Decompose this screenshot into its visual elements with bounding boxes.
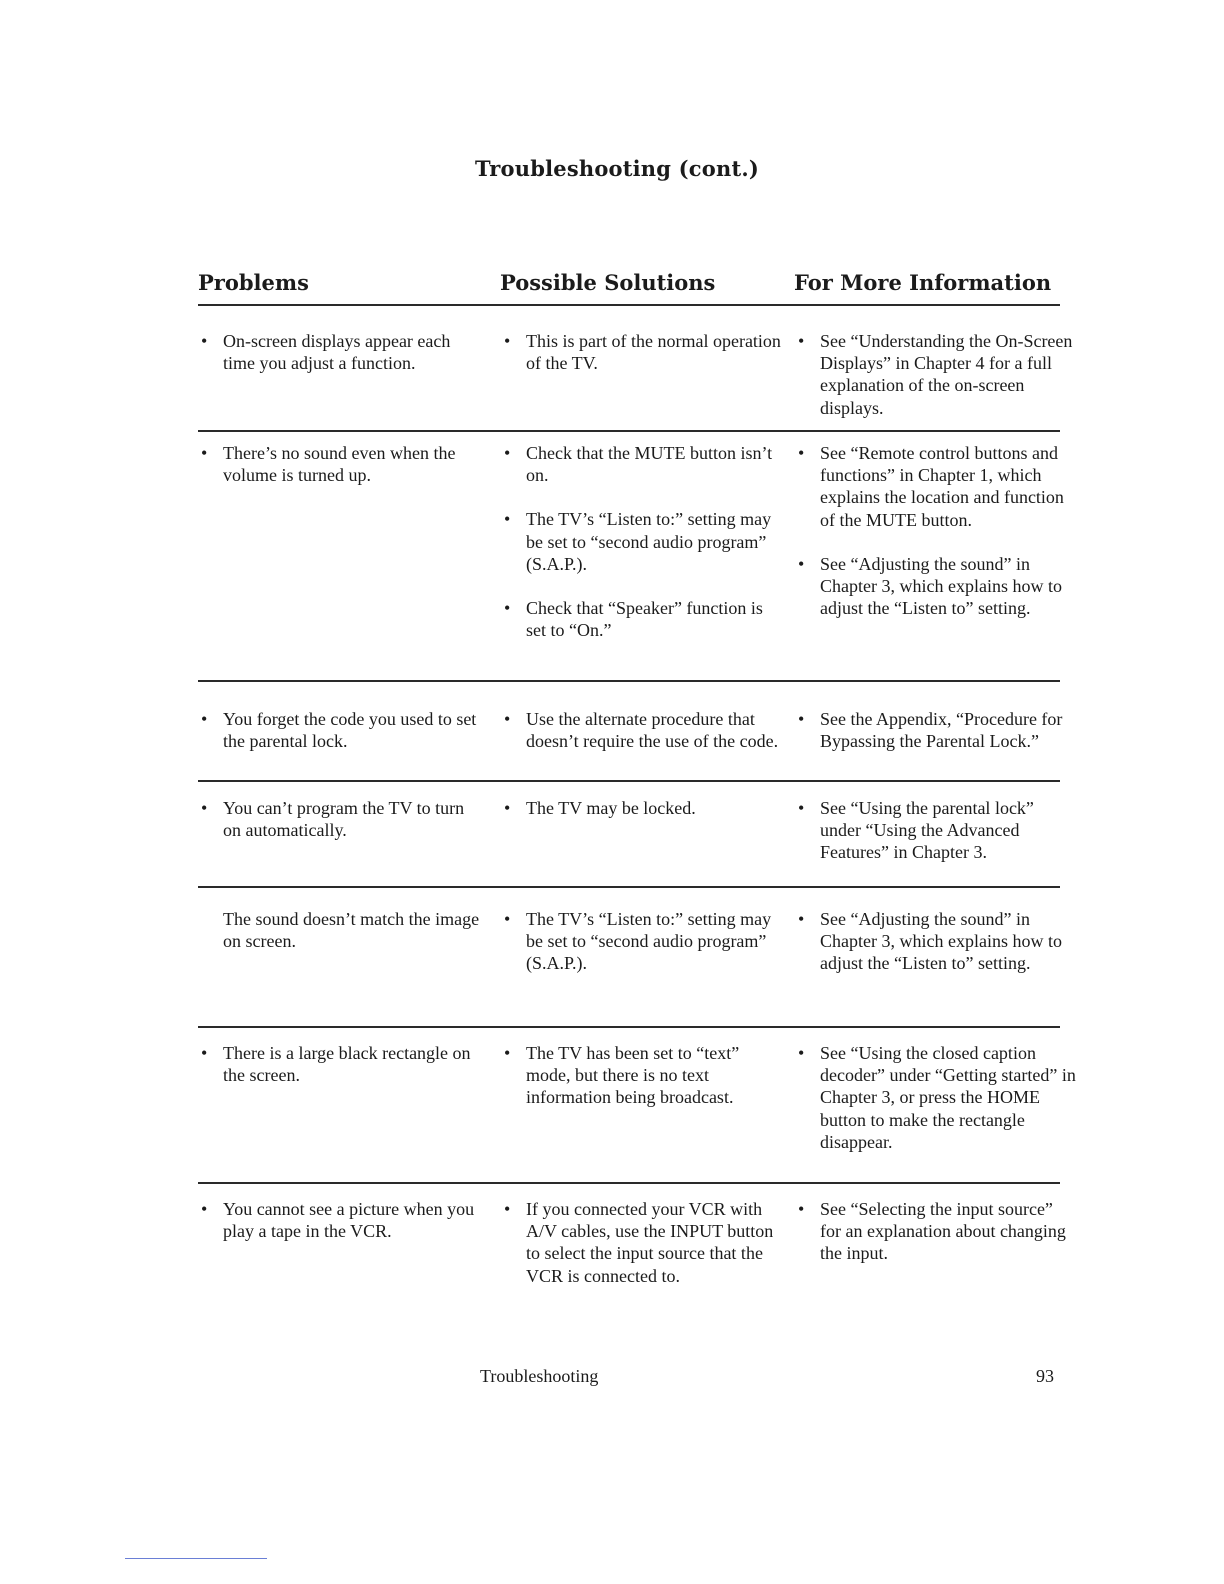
info-cell	[798, 908, 1076, 975]
bullet-icon: •	[201, 709, 208, 729]
info-cell	[798, 1198, 1076, 1265]
bullet-icon: •	[798, 1043, 805, 1063]
problem-cell	[201, 797, 485, 841]
bullet-icon: •	[798, 331, 805, 351]
solution-text: The TV’s “Listen to:” setting may be set to “second audio program” (S.A.P.).	[526, 509, 772, 574]
table-row	[198, 430, 1064, 641]
problem-text: You forget the code you used to set the parental lock.	[223, 709, 477, 752]
solution-text: Check that the MUTE button isn’t on.	[526, 443, 773, 486]
bullet-icon: •	[201, 798, 208, 818]
problem-text: You cannot see a picture when you play a tape in the VCR.	[223, 1199, 475, 1242]
info-cell	[798, 797, 1076, 864]
table-row	[198, 1026, 1076, 1152]
info-cell	[798, 708, 1076, 752]
problem-text: On-screen displays appear each time you adjust a function.	[223, 331, 451, 374]
problem-cell	[201, 708, 485, 752]
bullet-icon: •	[504, 443, 511, 463]
info-cell	[798, 330, 1076, 419]
solution-text: The TV may be locked.	[526, 798, 696, 818]
bullet-icon: •	[504, 509, 511, 530]
problem-text: There is a large black rectangle on the screen.	[223, 1043, 471, 1086]
bullet-icon: •	[201, 1199, 208, 1219]
solutions-cell	[504, 797, 784, 819]
bullet-icon: •	[504, 798, 511, 818]
solutions-cell	[504, 1042, 784, 1109]
table-row	[198, 680, 1063, 752]
page-title: Troubleshooting (cont.)	[474, 156, 760, 181]
bullet-icon: •	[201, 443, 208, 463]
bullet-icon: •	[798, 909, 805, 929]
info-text: See “Selecting the input source” for an explanation about changing the input.	[820, 1199, 1066, 1264]
footer-section-title: Troubleshooting	[480, 1366, 599, 1386]
header-possible-solutions: Possible Solutions	[500, 270, 716, 295]
info-text: See “Adjusting the sound” in Chapter 3, which explains how to adjust the “Listen to” setting.	[820, 909, 1062, 974]
bullet-icon: •	[504, 909, 511, 929]
solution-text: Check that “Speaker” function is set to “On.”	[526, 598, 763, 641]
info-text: See “Remote control buttons and functions” in Chapter 1, which explains the location and function of the MUTE button.	[820, 443, 1064, 530]
bullet-icon: •	[504, 598, 511, 619]
solution-text: This is part of the normal operation of the TV.	[526, 331, 781, 374]
bullet-icon: •	[504, 709, 511, 729]
info-cell	[798, 442, 1076, 619]
bullet-icon: •	[798, 443, 805, 463]
bullet-icon: •	[504, 331, 511, 351]
bullet-icon: •	[201, 331, 208, 351]
bullet-icon: •	[201, 1043, 208, 1063]
info-cell	[798, 1042, 1076, 1153]
problem-cell	[201, 1198, 485, 1242]
bullet-icon: •	[798, 798, 805, 818]
table-row	[198, 1182, 1066, 1286]
bullet-icon: •	[798, 709, 805, 729]
scan-artifact-line	[125, 1558, 267, 1559]
info-text: See “Using the closed caption decoder” under “Getting started” in Chapter 3, or press the HOME button to make the rectangle disappear.	[820, 1043, 1076, 1152]
problem-text: The sound doesn’t match the image on screen.	[223, 909, 480, 952]
bullet-icon: •	[798, 1199, 805, 1219]
solutions-cell	[504, 330, 784, 374]
info-text: See the Appendix, “Procedure for Bypassing the Parental Lock.”	[820, 709, 1063, 752]
page-number: 93	[1036, 1366, 1054, 1386]
solutions-cell	[504, 908, 784, 975]
solutions-cell	[504, 442, 784, 641]
bullet-icon: •	[504, 1199, 511, 1219]
solutions-cell	[504, 708, 784, 752]
problem-text: You can’t program the TV to turn on automatically.	[223, 798, 465, 841]
header-more-information: For More Information	[794, 270, 1052, 295]
problem-cell	[201, 330, 485, 374]
table-row	[198, 886, 1062, 974]
info-text: See “Using the parental lock” under “Using the Advanced Features” in Chapter 3.	[820, 798, 1034, 863]
bullet-icon: •	[504, 1043, 511, 1063]
solution-text: The TV has been set to “text” mode, but there is no text information being broadcast.	[526, 1043, 740, 1108]
table-row	[198, 780, 1060, 863]
solution-text: The TV’s “Listen to:” setting may be set to “second audio program” (S.A.P.).	[526, 909, 772, 974]
problem-text: There’s no sound even when the volume is turned up.	[223, 443, 456, 486]
info-text: See “Adjusting the sound” in Chapter 3, which explains how to adjust the “Listen to” setting.	[820, 553, 1062, 619]
bullet-icon: •	[798, 553, 805, 574]
table-header	[198, 270, 1060, 306]
solutions-cell	[504, 1198, 784, 1287]
header-problems: Problems	[198, 270, 309, 295]
problem-cell	[201, 442, 485, 486]
solution-text: Use the alternate procedure that doesn’t require the use of the code.	[526, 709, 779, 752]
problem-cell	[201, 1042, 485, 1086]
info-text: See “Understanding the On-Screen Displays” in Chapter 4 for a full explanation of the on-screen displays.	[820, 331, 1073, 418]
solution-text: If you connected your VCR with A/V cables, use the INPUT button to select the input source that the VCR is connected to.	[526, 1199, 774, 1286]
problem-cell	[223, 908, 485, 952]
